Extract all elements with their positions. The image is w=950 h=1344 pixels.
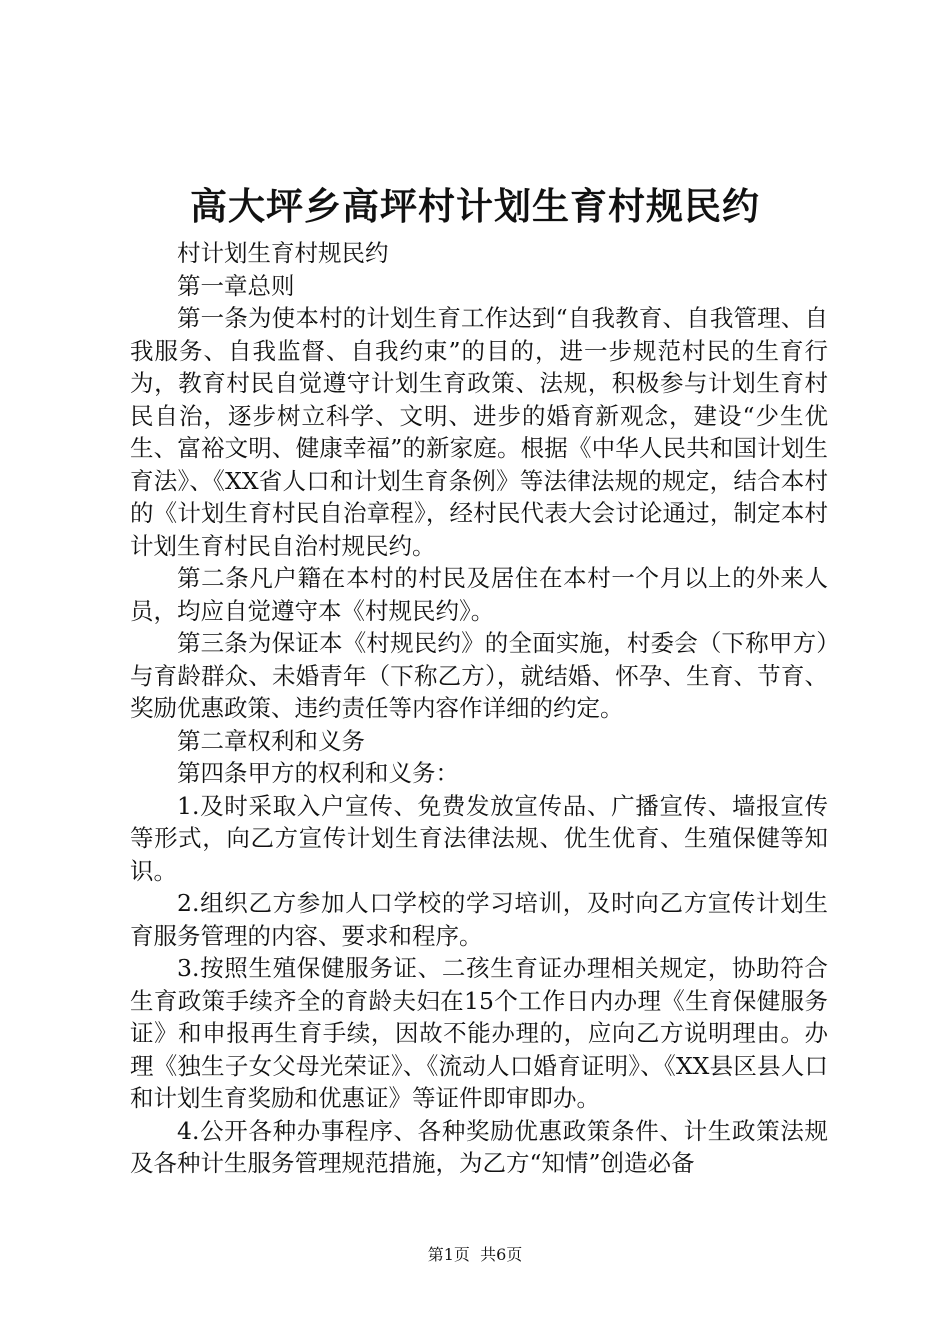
list-item-2: 2.组织乙方参加人口学校的学习培训，及时向乙方宣传计划生育服务管理的内容、要求和程序。 bbox=[130, 889, 828, 950]
page-footer bbox=[0, 1244, 950, 1266]
article-4: 第四条甲方的权利和义务： bbox=[177, 759, 459, 787]
document-body bbox=[130, 237, 828, 1180]
document-title: 高大坪乡高坪村计划生育村规民约 bbox=[190, 184, 760, 228]
list-item-4: 4.公开各种办事程序、各种奖励优惠政策条件、计生政策法规及各种计生服务管理规范措施，为乙方“知情”创造必备 bbox=[130, 1116, 828, 1177]
article-2: 第二条凡户籍在本村的村民及居住在本村一个月以上的外来人员，均应自觉遵守本《村规民约》。 bbox=[130, 564, 828, 625]
chapter-heading-2: 第二章权利和义务 bbox=[177, 726, 365, 755]
paragraph-subtitle: 村计划生育村规民约 bbox=[177, 239, 389, 267]
article-3: 第三条为保证本《村规民约》的全面实施，村委会（下称甲方）与育龄群众、未婚青年（下称乙方），就结婚、怀孕、生育、节育、奖励优惠政策、违约责任等内容作详细的约定。 bbox=[130, 629, 828, 722]
list-item-3: 3.按照生殖保健服务证、二孩生育证办理相关规定，协助符合生育政策手续齐全的育龄夫妇在15个工作日内办理《生育保健服务证》和申报再生育手续，因故不能办理的，应向乙方说明理由。办理《独生子女父母光荣证》、《流动人口婚育证明》、《XX县区县人口和计划生育奖励和优惠证》等证件即审即办。 bbox=[130, 954, 828, 1112]
page-total: 共6页 bbox=[480, 1245, 523, 1264]
page-number: 第1页 bbox=[427, 1245, 470, 1264]
chapter-heading-1: 第一章总则 bbox=[177, 271, 295, 300]
article-1: 第一条为使本村的计划生育工作达到“自我教育、自我管理、自我服务、自我监督、自我约束”的目的，进一步规范村民的生育行为，教育村民自觉遵守计划生育政策、法规，积极参与计划生育村民自治，逐步树立科学、文明、进步的婚育新观念，建设“少生优生、富裕文明、健康幸福”的新家庭。根据《中华人民共和国计划生育法》、《XX省人口和计划生育条例》等法律法规的规定，结合本村的《计划生育村民自治章程》，经村民代表大会讨论通过，制定本村计划生育村民自治村规民约。 bbox=[130, 304, 828, 560]
list-item-1: 1.及时采取入户宣传、免费发放宣传品、广播宣传、墙报宣传等形式，向乙方宣传计划生育法律法规、优生优育、生殖保健等知识。 bbox=[130, 791, 828, 885]
